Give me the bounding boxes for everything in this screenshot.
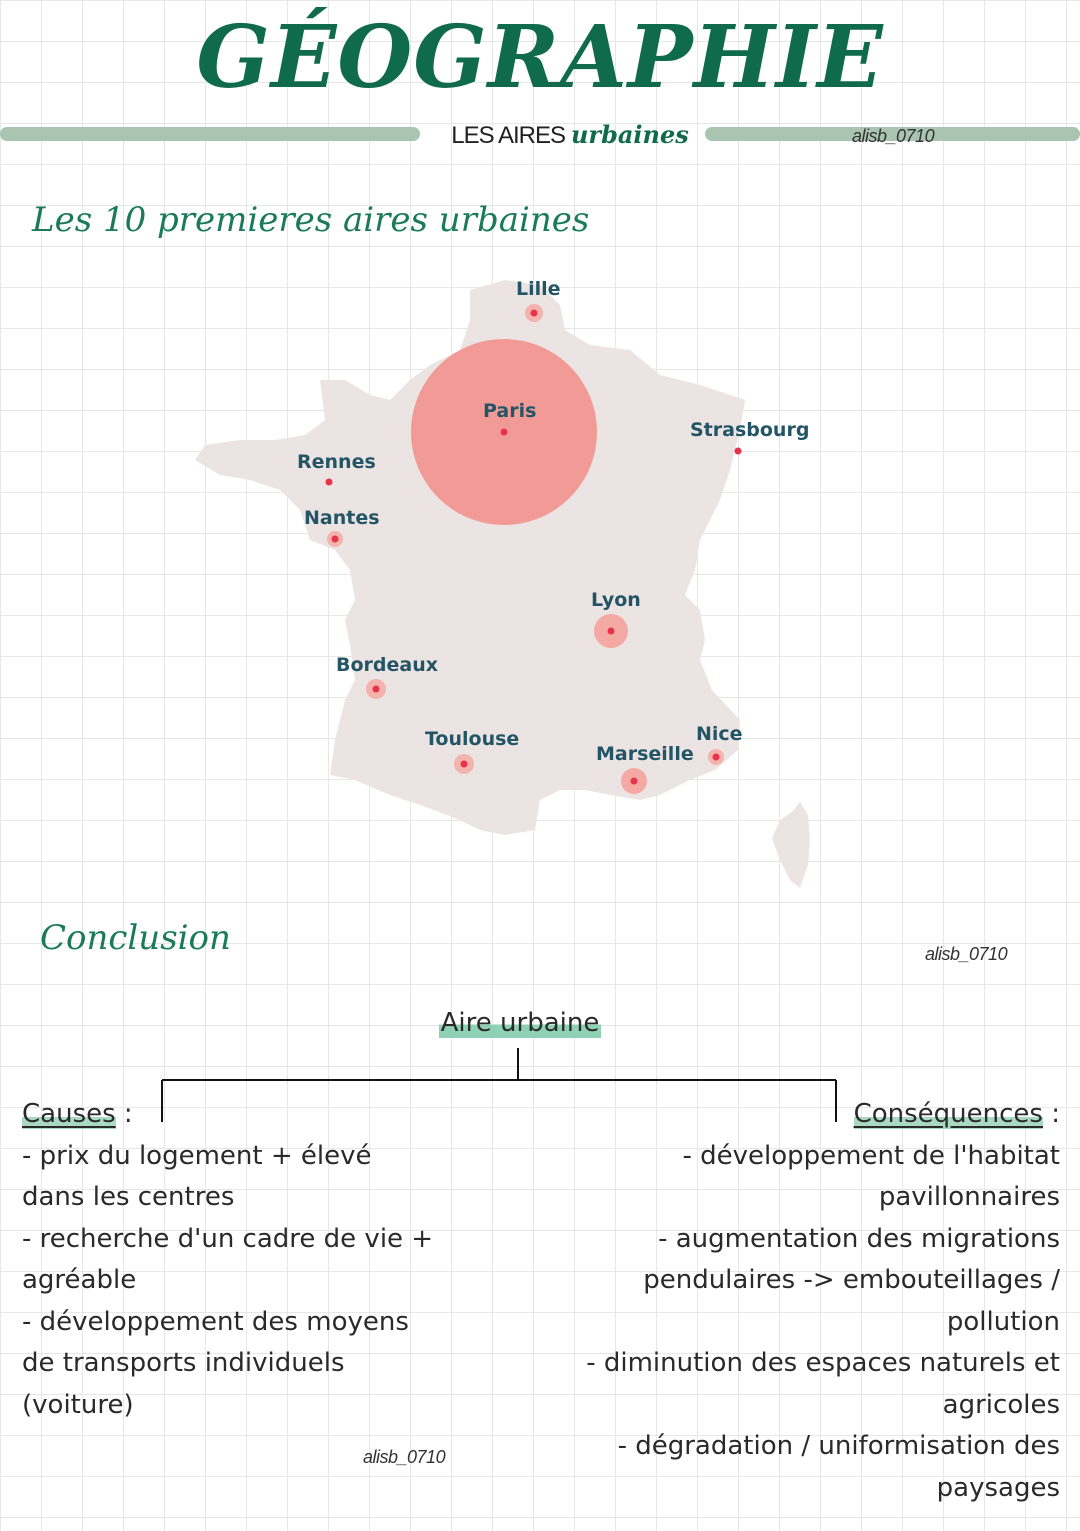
consequences-title-row bbox=[560, 1094, 1060, 1136]
conclusion-heading: Conclusion bbox=[40, 918, 231, 958]
map-heading: Les 10 premieres aires urbaines bbox=[32, 200, 590, 240]
dot bbox=[713, 754, 720, 761]
list-item: - dégradation / uniformisation des paysages bbox=[617, 1431, 1060, 1503]
dot bbox=[735, 448, 742, 455]
dot bbox=[531, 310, 538, 317]
dot bbox=[501, 429, 508, 436]
city-label-paris: Paris bbox=[483, 400, 537, 422]
dot bbox=[631, 778, 638, 785]
header-watermark: alisb_0710 bbox=[852, 126, 935, 146]
aire-urbaine-label bbox=[380, 1008, 660, 1038]
subtitle-part2: urbaines bbox=[570, 120, 689, 149]
city-label-nice: Nice bbox=[696, 723, 743, 745]
page-title: GÉOGRAPHIE bbox=[196, 7, 884, 108]
consequences-list bbox=[560, 1136, 1060, 1510]
causes-title-row bbox=[22, 1094, 442, 1136]
city-label-lille: Lille bbox=[516, 278, 561, 300]
list-item: - prix du logement + élevé dans les centres bbox=[22, 1140, 372, 1212]
list-item: - diminution des espaces naturels et agricoles bbox=[586, 1348, 1060, 1420]
conclusion-watermark: alisb_0710 bbox=[925, 944, 1008, 964]
dot bbox=[373, 686, 380, 693]
aire-urbaine-text: Aire urbaine bbox=[440, 1008, 600, 1038]
consequences-colon: : bbox=[1042, 1099, 1060, 1129]
subtitle-part1: LES AIRES bbox=[451, 122, 565, 149]
list-item: - développement des moyens de transports individuels (voiture) bbox=[22, 1306, 409, 1420]
list-item: - développement de l'habitat pavillonnaires bbox=[682, 1140, 1060, 1212]
dot bbox=[332, 536, 339, 543]
city-label-rennes: Rennes bbox=[297, 451, 376, 473]
corsica bbox=[772, 802, 810, 888]
causes-title: Causes bbox=[22, 1099, 116, 1129]
causes-list bbox=[22, 1136, 442, 1427]
consequences-block bbox=[560, 1094, 1060, 1509]
list-item: - recherche d'un cadre de vie + agréable bbox=[22, 1223, 434, 1295]
dot bbox=[461, 761, 468, 768]
dot bbox=[608, 628, 615, 635]
consequences-title: Conséquences bbox=[853, 1099, 1043, 1129]
dot bbox=[326, 479, 333, 486]
list-item: - augmentation des migrations pendulaires -> embouteillages / pollution bbox=[643, 1223, 1060, 1337]
city-label-bordeaux: Bordeaux bbox=[336, 654, 438, 676]
city-label-lyon: Lyon bbox=[591, 589, 641, 611]
causes-colon: : bbox=[115, 1099, 133, 1129]
causes-block bbox=[22, 1094, 442, 1426]
city-label-marseille: Marseille bbox=[596, 743, 694, 765]
city-label-toulouse: Toulouse bbox=[425, 728, 520, 750]
city-label-strasbourg: Strasbourg bbox=[690, 419, 810, 441]
footer-watermark: alisb_0710 bbox=[363, 1447, 446, 1467]
city-label-nantes: Nantes bbox=[304, 507, 380, 529]
